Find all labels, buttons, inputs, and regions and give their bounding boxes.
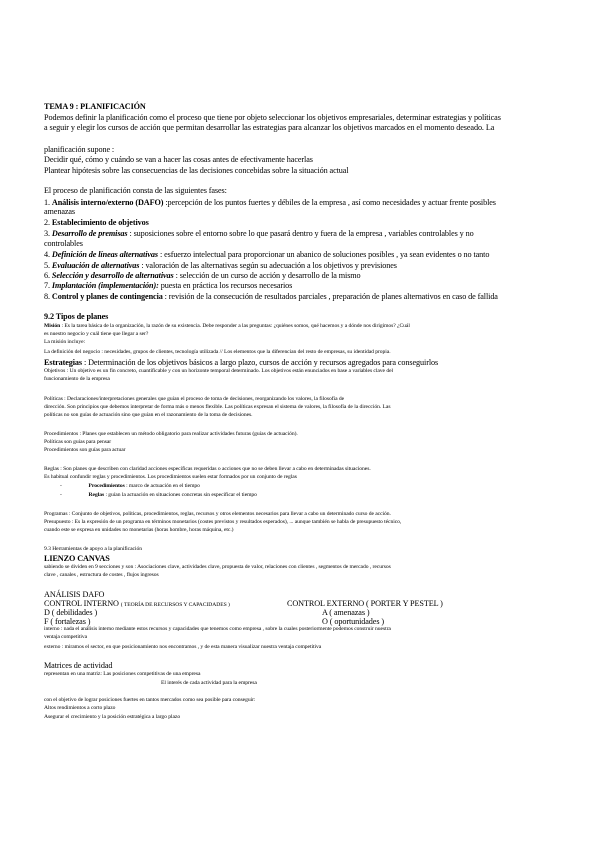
procedimientos-line: Procedimientos son guías para actuar (44, 447, 126, 453)
estrategias-text: : Determinación de los objetivos básicos a largo plazo, cursos de acción y recursos agregados para conseguirlos (82, 358, 439, 367)
bullet-text: : marco de actuación en el tiempo (124, 483, 200, 489)
phase-item (44, 293, 498, 301)
section-heading: 9.3 Herramientas de apoyo a la planificación (44, 546, 142, 552)
bullet-text: : guían la actuación en situaciones concretas sin especificar el tiempo (104, 492, 257, 498)
lienzo-title: LIENZO CANVAS (44, 554, 110, 563)
bullet-mark: - (60, 492, 62, 498)
bullet-label: Procedimientos (88, 483, 125, 489)
intro-line: a seguir y elegir los cursos de acción que permitan desarrollar las estrategias para alcanzar los objetivos marcados en el momento deseado. La (44, 123, 495, 132)
document-title: TEMA 9 : PLANIFICACIÓN (44, 102, 146, 111)
phase-title: Análisis interno/externo (DAFO) (51, 198, 164, 207)
phase-title: Selección y desarrollo de alternativas (51, 271, 174, 280)
procedimientos-line: Políticas son guías para pensar (44, 439, 112, 445)
programas-line: cuando este se expresa en unidades no monetarias (horas hombre, horas máquina, etc.) (44, 527, 234, 533)
control-interno-label: CONTROL INTERNO (44, 599, 119, 608)
phase-text: : valoración de las alternativas según su adecuación a los objetivos y previsiones (139, 261, 397, 270)
control-externo-label: CONTROL EXTERNO ( PORTER Y PESTEL ) (287, 599, 443, 608)
phase-text: : suposiciones sobre el entorno sobre lo que pasará dentro y fuera de la empresa , variables controlables y no (127, 229, 474, 238)
phase-item (44, 230, 474, 238)
mision-definition: La definición del negocio : necesidades, grupos de clientes, tecnología utilizada // Los elementos que la diferencian del resto de empresas, su identidad propia. (44, 349, 391, 355)
phase-title: Desarrollo de premisas (51, 229, 128, 238)
phase-text: :percepción de los puntos fuertes y débiles de la empresa , así como necesidades y actuar frente posibles (163, 198, 496, 207)
dafo-title: ANÁLISIS DAFO (44, 590, 105, 599)
reglas-line: Es habitual confundir reglas y procedimientos. Los procedimientos suelen estar formados por un conjunto de reglas (44, 474, 297, 480)
phase-number: 6. (44, 271, 50, 280)
mision-text: : Es la tarea básica de la organización, la razón de su existencia. Debe responder a las preguntas: ¿quiénes somos, qué hacemos y a dónde nos dirigimos? ¿Cuál (60, 323, 410, 329)
bullet-item (60, 484, 200, 490)
phase-title: Implantación (implementación): (51, 281, 159, 290)
phase-number: 4. (44, 250, 50, 259)
estrategias-label: Estrategias (44, 358, 83, 367)
matrices-title: Matrices de actividad (44, 661, 113, 670)
mision-label: Misión (44, 323, 61, 329)
phase-title: Definición de líneas alternativas (51, 250, 158, 259)
phase-number: 2. (44, 218, 50, 227)
lienzo-line: sabiendo se dividen en 9 secciones y son : Asociaciones clave, actividades clave, propuesta de valor, relaciones con clientes , segmentos de mercado , recursos (44, 564, 391, 570)
bullet-mark: - (60, 483, 62, 489)
objetivos-line: funcionamiento de la empresa (44, 376, 110, 382)
intro-line: Podemos definir la planificación como el proceso que tiene por objeto seleccionar los objetivos empresariales, determinar estrategias y políticas (44, 113, 501, 122)
procedimientos-line: Procedimientos : Planes que establecen un método obligatorio para realizar actividades futuras (guías de actuación). (44, 431, 298, 437)
mision-line (44, 324, 410, 330)
phase-number: 1. (44, 198, 50, 207)
final-line: con el objetivo de lograr posiciones fuertes en tantos mercados como sea posible para conseguir: (44, 697, 256, 703)
politicas-line: políticas no son guías de actuación sino que guían en el razonamiento de la toma de decisiones. (44, 412, 253, 418)
phase-item (44, 199, 496, 207)
phase-number: 7. (44, 281, 50, 290)
phase-item (44, 251, 489, 259)
phase-item (44, 219, 149, 227)
programas-line: Programas : Conjunto de objetivos, políticas, procedimientos, reglas, recursos y otros elementos necesarios para llevar a cabo un determinado curso de acción. (44, 511, 391, 517)
supone-line: Decidir qué, cómo y cuándo se van a hacer las cosas antes de efectivamente hacerlas (44, 155, 313, 164)
objetivos-line: Objetivos : Un objetivo es un fin concreto, cuantificable y con un horizonte temporal determinado. Los objetivos están enunciados en base a variables clave del (44, 368, 394, 374)
phase-item (44, 282, 292, 290)
supone-heading: planificación supone : (44, 145, 115, 154)
dafo-o: O ( oportunidades ) (322, 617, 384, 626)
dafo-a: A ( amenazas ) (322, 608, 370, 617)
phase-number: 8. (44, 292, 50, 301)
politicas-line: dirección. Son principios que debemos interpretar de forma más o menos flexible. Las políticas expresan el sistema de valores, la filosofía de la dirección. Las (44, 404, 391, 410)
phase-item (44, 262, 397, 270)
phase-text: : selección de un curso de acción y desarrollo de la mismo (173, 271, 361, 280)
teoria-label: ( TEORÍA DE RECURSOS Y CAPACIDADES ) (120, 602, 230, 608)
interno-line: interno : nada el análisis interno mediante estos recursos y capacidades que tenemos como empresa , sobre la cuales posteriormente podemos construir nuestra (44, 626, 391, 632)
dafo-f: F ( fortalezas ) (44, 617, 91, 626)
phases-heading: El proceso de planificación consta de las siguientes fases: (44, 186, 227, 195)
phase-continuation: amenazas (44, 207, 76, 216)
phase-item (44, 272, 361, 280)
section-heading: 9.2 Tipos de planes (44, 312, 109, 321)
lienzo-line: clave , canales , estructura de costes , flujos ingresos (44, 572, 159, 578)
supone-line: Plantear hipótesis sobre las consecuencias de las decisiones concebidas sobre la situación actual (44, 166, 349, 175)
phase-title: Control y planes de contingencia (51, 292, 163, 301)
phase-number: 3. (44, 229, 50, 238)
interno-line: ventaja competitiva (44, 634, 88, 640)
bullet-item (60, 493, 257, 499)
phase-title: Establecimiento de objetivos (51, 218, 149, 227)
final-line: Altos rendimientos a corto plazo (44, 705, 116, 711)
mision-line: es nuestro negocio y cuál tiene que llegar a ser? (44, 331, 149, 337)
phase-continuation: controlables (44, 239, 83, 248)
phase-number: 5. (44, 261, 50, 270)
dafo-d: D ( debilidades ) (44, 608, 98, 617)
programas-line: Presupuesto : Es la expresión de un programa en términos monetarios (costes previstos y resultados esperados), ... aunque también se habla de presupuesto técnico, (44, 519, 402, 525)
mision-incluye: La misión incluye: (44, 339, 86, 345)
matrices-line: representan en una matriz: Las posiciones competitivas de una empresa (44, 671, 201, 677)
final-line: Asegurar el crecimiento y la posición estratégica a largo plazo (44, 714, 181, 720)
reglas-line: Reglas : Son planes que describen con claridad acciones específicas requeridas o acciones que no se deben llevar a cabo en determinadas situaciones. (44, 466, 371, 472)
matrices-line: El interés de cada actividad para la empresa (161, 680, 257, 686)
phase-text: puesta en práctica los recursos necesarios (158, 281, 293, 290)
politicas-line: Políticas : Declaraciones/interpretaciones generales que guían el proceso de toma de decisiones, reorganizando los valores, la filosofía de (44, 396, 345, 402)
phase-title: Evaluación de alternativas (51, 261, 140, 270)
phase-text: : revisión de la consecución de resultados parciales , preparación de planes alternativos en caso de fallida (162, 292, 498, 301)
estrategias-line (44, 359, 438, 367)
externo-line: externo : miramos el sector, en que posicionamiento nos encontramos , y de esta manera visualizar nuestra ventaja competitiva (44, 644, 322, 650)
bullet-label: Reglas (88, 492, 105, 498)
phase-text: : esfuerzo intelectual para proporcionar un abanico de soluciones posibles , ya sean evidentes o no tanto (158, 250, 490, 259)
